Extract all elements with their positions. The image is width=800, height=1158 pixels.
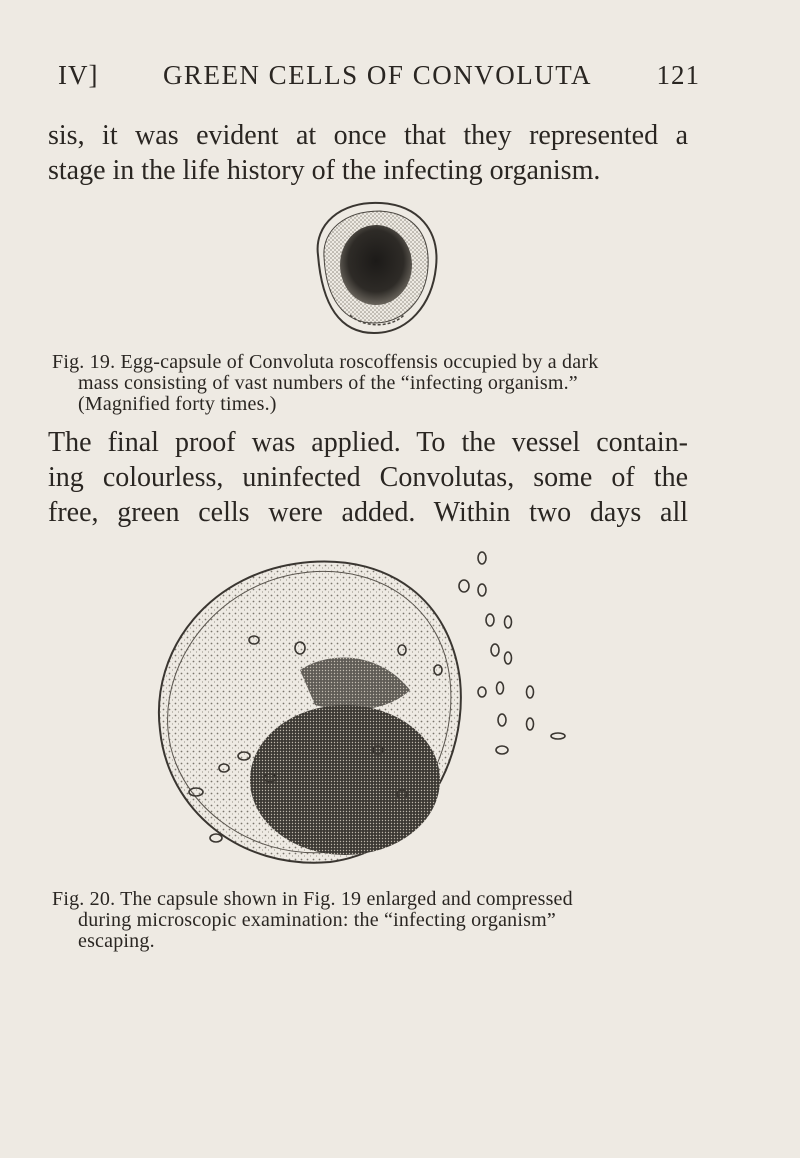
caption-line: mass consisting of vast numbers of the “infecting organism.” xyxy=(78,372,578,394)
running-head xyxy=(58,60,700,91)
chapter-title: GREEN CELLS OF CONVOLUTA xyxy=(162,60,593,90)
paragraph-line: ing colourless, uninfected Convolutas, some of the xyxy=(48,462,688,493)
chapter-number: IV] xyxy=(58,60,99,90)
paragraph-line: stage in the life history of the infecting organism. xyxy=(48,155,601,186)
caption-line: (Magnified forty times.) xyxy=(78,393,277,415)
caption-line: escaping. xyxy=(78,930,155,952)
caption-line: during microscopic examination: the “infecting organism” xyxy=(78,909,556,931)
caption-line: Fig. 20. The capsule shown in Fig. 19 enlarged and compressed xyxy=(52,888,573,910)
paragraph-line: free, green cells were added. Within two days all xyxy=(48,497,688,528)
figure-20-capsule-illustration xyxy=(150,540,600,880)
figure-20-caption xyxy=(52,889,708,952)
figure-19-egg-capsule-illustration xyxy=(300,195,450,345)
paragraph-line: sis, it was evident at once that they represented a xyxy=(48,120,688,151)
caption-line: Fig. 19. Egg-capsule of Convoluta roscoffensis occupied by a dark xyxy=(52,351,599,373)
figure-19-caption xyxy=(52,352,708,415)
page-number: 121 xyxy=(656,60,700,90)
paragraph-2 xyxy=(48,425,688,530)
paragraph-1 xyxy=(48,118,688,188)
paragraph-line: The final proof was applied. To the vessel contain- xyxy=(48,427,688,458)
